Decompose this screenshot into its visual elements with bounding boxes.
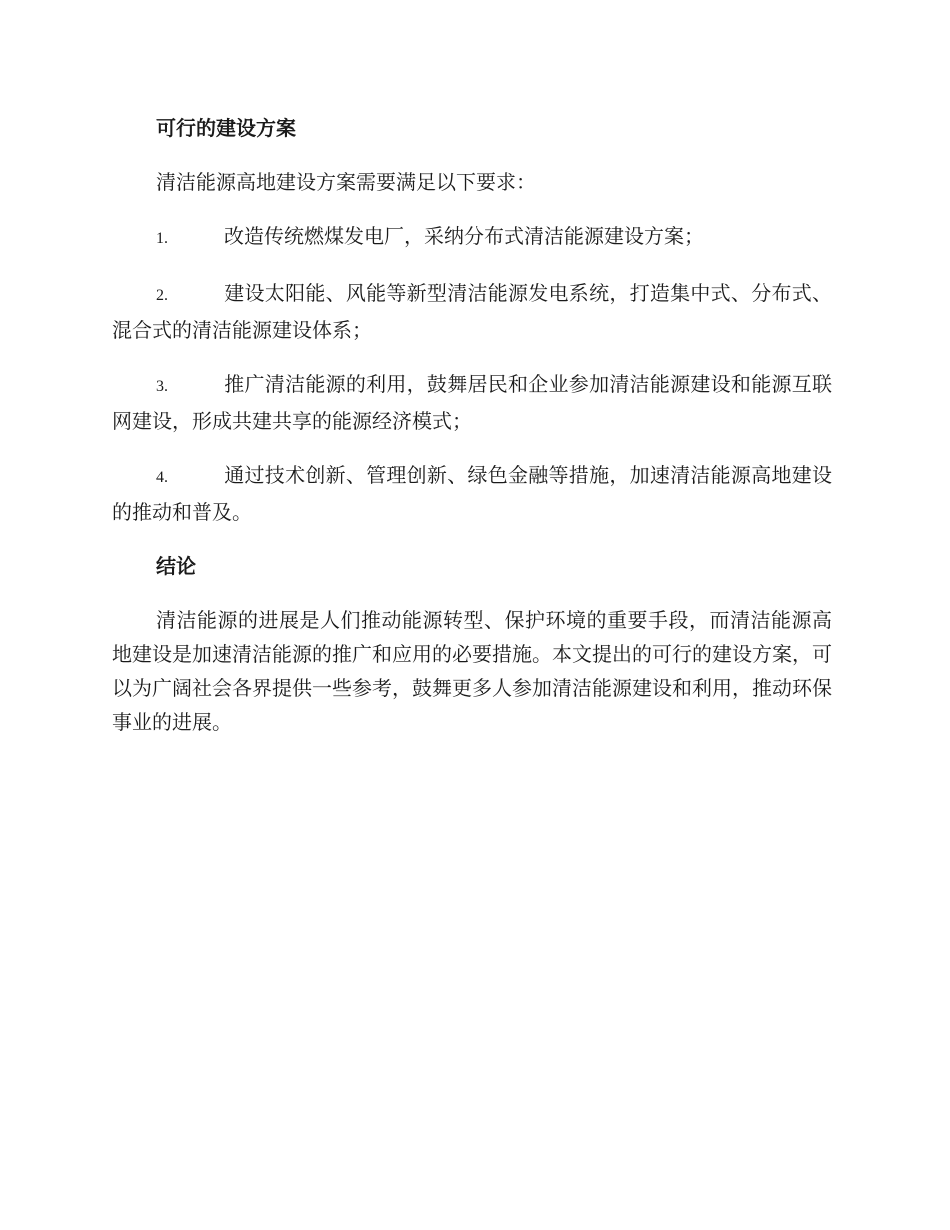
section-intro: 清洁能源高地建设方案需要满足以下要求： — [156, 170, 536, 194]
list-item-text: 改造传统燃煤发电厂，采纳分布式清洁能源建设方案； — [224, 224, 704, 248]
list-item-number: 4. — [156, 469, 168, 486]
list-item — [112, 458, 832, 529]
section-heading-conclusion: 结论 — [156, 554, 196, 578]
list-item-text: 建设太阳能、风能等新型清洁能源发电系统，打造集中式、分布式、混合式的清洁能源建设体系； — [112, 281, 832, 342]
list-item — [112, 367, 832, 438]
list-item-number: 2. — [156, 287, 168, 304]
section-heading-plan: 可行的建设方案 — [156, 116, 296, 140]
conclusion-paragraph: 清洁能源的进展是人们推动能源转型、保护环境的重要手段，而清洁能源高地建设是加速清洁能源的推广和应用的必要措施。本文提出的可行的建设方案，可以为广阔社会各界提供一些参考，鼓舞更多人参加清洁能源建设和利用，推动环保事业的进展。 — [112, 608, 832, 734]
list-item-number: 3. — [156, 378, 168, 395]
list-item-number: 1. — [156, 230, 168, 247]
list-item — [112, 276, 832, 347]
list-item-text: 推广清洁能源的利用，鼓舞居民和企业参加清洁能源建设和能源互联网建设，形成共建共享的能源经济模式； — [112, 372, 832, 433]
list-item-text: 通过技术创新、管理创新、绿色金融等措施，加速清洁能源高地建设的推动和普及。 — [112, 463, 832, 524]
list-item — [112, 219, 832, 256]
document-content — [112, 111, 832, 759]
